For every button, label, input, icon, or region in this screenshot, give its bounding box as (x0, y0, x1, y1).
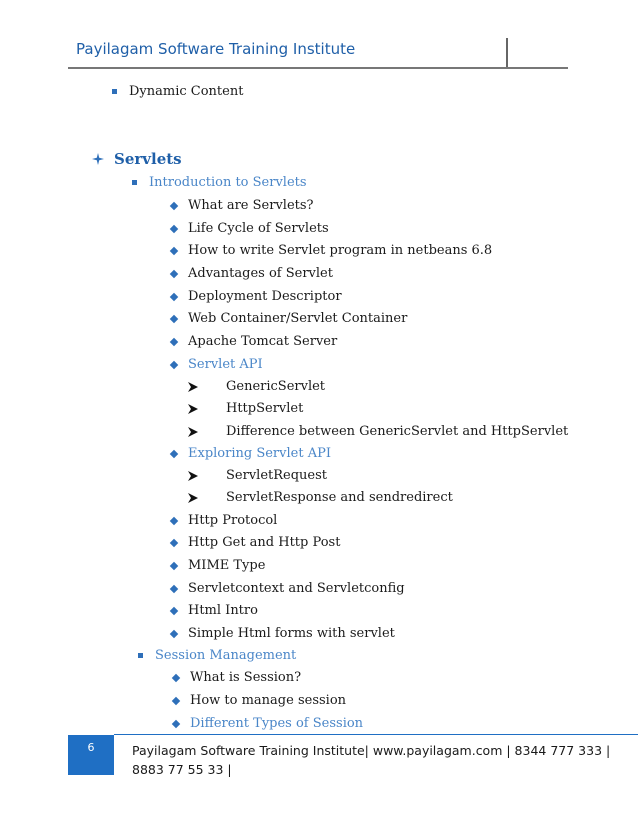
subsection-title: Introduction to Servlets (149, 175, 307, 190)
list-item: Web Container/Servlet Container (170, 311, 407, 326)
four-point-star-icon (92, 153, 104, 165)
square-bullet-icon (132, 180, 137, 185)
list-item: Http Protocol (170, 513, 277, 528)
list-item-heading: Exploring Servlet API (170, 446, 331, 461)
list-item: Http Get and Http Post (170, 535, 340, 550)
diamond-bullet-icon (170, 360, 178, 368)
list-item: ServletRequest (188, 468, 327, 483)
list-item: Html Intro (170, 603, 258, 618)
list-item: What is Session? (172, 670, 301, 685)
diamond-bullet-icon (172, 673, 180, 681)
list-item: Life Cycle of Servlets (170, 221, 329, 236)
list-item: Apache Tomcat Server (170, 334, 337, 349)
diamond-bullet-icon (170, 292, 178, 300)
diamond-bullet-icon (172, 696, 180, 704)
diamond-bullet-icon (170, 337, 178, 345)
section-title: Servlets (114, 150, 182, 168)
header-rule (68, 67, 568, 69)
list-item: How to write Servlet program in netbeans 6.8 (170, 243, 492, 258)
list-item: Simple Html forms with servlet (170, 626, 395, 641)
list-item: Servletcontext and Servletconfig (170, 581, 405, 596)
list-item-heading: Different Types of Session (172, 716, 363, 731)
list-item: Advantages of Servlet (170, 266, 333, 281)
list-item: ServletResponse and sendredirect (188, 490, 453, 505)
list-item: GenericServlet (188, 379, 325, 394)
page-number: 6 (87, 741, 95, 754)
subsection-title: Session Management (155, 648, 297, 663)
list-item: MIME Type (170, 558, 265, 573)
section-heading (92, 150, 182, 168)
list-item: How to manage session (172, 693, 346, 708)
diamond-bullet-icon (170, 561, 178, 569)
header-title: Payilagam Software Training Institute (76, 40, 356, 58)
arrow-bullet-icon (188, 404, 198, 414)
arrow-bullet-icon (188, 471, 198, 481)
diamond-bullet-icon (170, 584, 178, 592)
footer-rule (114, 734, 638, 735)
list-item-heading: Servlet API (170, 357, 263, 372)
header-divider (506, 38, 508, 68)
arrow-bullet-icon (188, 427, 198, 437)
diamond-bullet-icon (170, 516, 178, 524)
diamond-bullet-icon (170, 314, 178, 322)
diamond-bullet-icon (170, 269, 178, 277)
footer-text: Payilagam Software Training Institute| www.payilagam.com | 8344 777 333 | 8883 77 55 33 | (132, 743, 611, 777)
list-item: Deployment Descriptor (170, 289, 342, 304)
diamond-bullet-icon (172, 719, 180, 727)
list-item: What are Servlets? (170, 198, 314, 213)
diamond-bullet-icon (170, 201, 178, 209)
arrow-bullet-icon (188, 493, 198, 503)
list-item: Difference between GenericServlet and HttpServlet (188, 424, 568, 439)
diamond-bullet-icon (170, 606, 178, 614)
diamond-bullet-icon (170, 629, 178, 637)
diamond-bullet-icon (170, 246, 178, 254)
list-item: HttpServlet (188, 401, 303, 416)
square-bullet-icon (112, 89, 117, 94)
arrow-bullet-icon (188, 382, 198, 392)
subsection-heading (138, 648, 296, 663)
diamond-bullet-icon (170, 449, 178, 457)
subsection-heading (132, 175, 307, 190)
list-item: Dynamic Content (112, 84, 243, 99)
square-bullet-icon (138, 653, 143, 658)
diamond-bullet-icon (170, 538, 178, 546)
diamond-bullet-icon (170, 224, 178, 232)
